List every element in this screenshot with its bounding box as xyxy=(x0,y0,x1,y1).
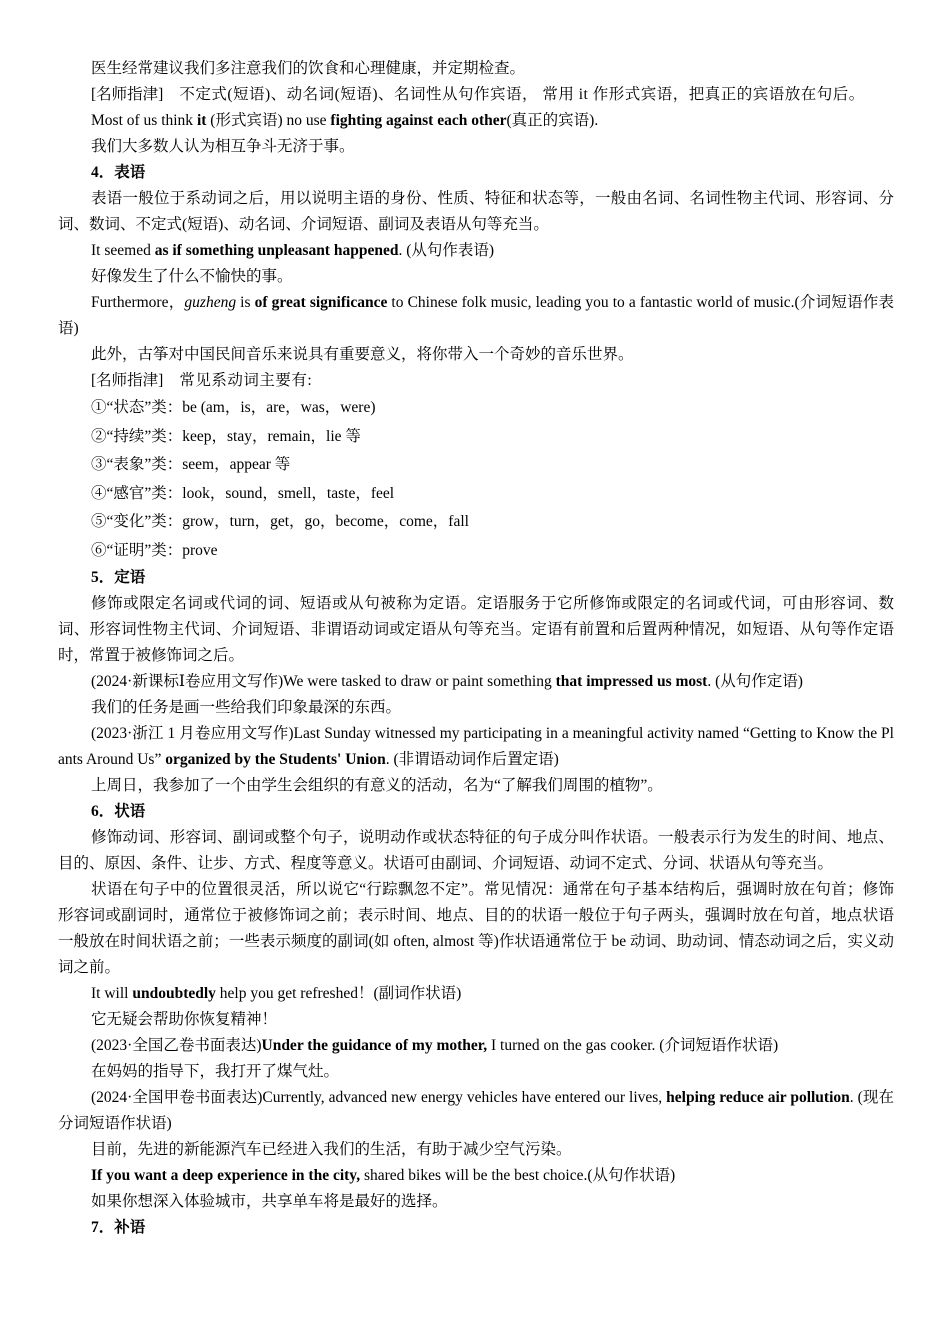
tip-tag: [名师指津] xyxy=(91,86,164,103)
list-item: ②“持续”类：keep，stay，remain，lie 等 xyxy=(91,427,361,445)
list-item: ①“状态”类：be (am，is，are，was，were) xyxy=(91,399,376,416)
paragraph: 状语在句子中的位置很灵活，所以说它“行踪飘忽不定”。常见情况：通常在句子基本结构后，强调时放在句首；修饰形容词或副词时，通常位于被修饰词之前；表示时间、地点、目的的状语一般位于句子两头，强调时放在句首，地点状语一般放在时间状语之前；一些表示频度的副词(如 often, almost 等)作状语通常位于 be 动词、助动词、情态动词之后，实义动词之前。 xyxy=(58,881,894,976)
example-sentence: It seemed as if something unpleasant happened. (从句作表语) xyxy=(91,242,495,259)
document-body xyxy=(58,56,894,1241)
teacher-tip: [名师指津] 常见系动词主要有: xyxy=(91,372,313,389)
example-translation: 我们大多数人认为相互争斗无济于事。 xyxy=(91,138,355,155)
paragraph: 修饰或限定名词或代词的词、短语或从句被称为定语。定语服务于它所修饰或限定的名词或代词，可由形容词、数词、形容词性物主代词、介词短语、非谓语动词或定语从句等充当。定语有前置和后置两种情况，如短语、从句等作定语时，常置于被修饰词之后。 xyxy=(58,595,894,664)
example-translation: 在妈妈的指导下，我打开了煤气灶。 xyxy=(91,1063,340,1080)
teacher-tip xyxy=(58,82,894,108)
example-sentence: (2023·浙江 1 月卷应用文写作)Last Sunday witnessed my participating in a meaningful activity named “Getting to Know the Plants Around Us” organized by the Students' Union. (非谓语动词作后置定语) xyxy=(58,725,894,768)
example-translation: 此外，古筝对中国民间音乐来说具有重要意义，将你带入一个奇妙的音乐世界。 xyxy=(91,346,634,363)
paragraph: 表语一般位于系动词之后，用以说明主语的身份、性质、特征和状态等，一般由名词、名词性物主代词、形容词、分词、数词、不定式(短语)、动名词、介词短语、副词及表语从句等充当。 xyxy=(58,190,894,233)
tip-text: 不定式(短语)、动名词(短语)、名词性从句作宾语， 常用 it 作形式宾语，把真正的宾语放在句后。 xyxy=(163,86,865,103)
example-translation: 上周日，我参加了一个由学生会组织的有意义的活动，名为“了解我们周围的植物”。 xyxy=(91,777,663,794)
section-heading: 5．定语 xyxy=(91,569,146,586)
list-item: ③“表象”类：seem，appear 等 xyxy=(91,456,291,473)
list-item: ④“感官”类：look，sound，smell，taste，feel xyxy=(91,484,395,502)
example-sentence: If you want a deep experience in the city, shared bikes will be the best choice.(从句作状语) xyxy=(91,1167,676,1184)
example-translation: 好像发生了什么不愉快的事。 xyxy=(91,268,293,285)
example-sentence: (2024·全国甲卷书面表达)Currently, advanced new energy vehicles have entered our lives, helping reduce air pollution. (现在分词短语作状语) xyxy=(58,1089,894,1132)
section-heading: 6．状语 xyxy=(91,803,146,820)
section-heading: 4．表语 xyxy=(91,164,146,181)
list-item: ⑥“证明”类：prove xyxy=(91,541,218,559)
example-sentence: Most of us think it (形式宾语) no use fighting against each other(真正的宾语). xyxy=(91,112,599,129)
example-sentence: Furthermore，guzheng is of great significance to Chinese folk music, leading you to a fantastic world of music.(介词短语作表语) xyxy=(58,294,895,337)
example-translation: 如果你想深入体验城市，共享单车将是最好的选择。 xyxy=(91,1193,448,1210)
example-sentence: (2024·新课标Ⅰ卷应用文写作)We were tasked to draw or paint something that impressed us most. (从句作定语) xyxy=(91,673,803,690)
example-translation: 它无疑会帮助你恢复精神！ xyxy=(91,1011,278,1028)
section-heading: 7．补语 xyxy=(91,1219,146,1236)
example-sentence: It will undoubtedly help you get refreshed！(副词作状语) xyxy=(91,985,462,1002)
paragraph: 医生经常建议我们多注意我们的饮食和心理健康，并定期检查。 xyxy=(91,60,526,77)
example-translation: 目前，先进的新能源汽车已经进入我们的生活，有助于减少空气污染。 xyxy=(91,1141,572,1158)
example-sentence: (2023·全国乙卷书面表达)Under the guidance of my mother, I turned on the gas cooker. (介词短语作状语) xyxy=(91,1037,779,1054)
list-item: ⑤“变化”类：grow，turn，get，go，become，come，fall xyxy=(91,513,469,530)
paragraph: 修饰动词、形容词、副词或整个句子，说明动作或状态特征的句子成分叫作状语。一般表示行为发生的时间、地点、目的、原因、条件、让步、方式、程度等意义。状语可由副词、介词短语、动词不定式、分词、状语从句等充当。 xyxy=(58,829,894,872)
example-translation: 我们的任务是画一些给我们印象最深的东西。 xyxy=(91,699,402,716)
